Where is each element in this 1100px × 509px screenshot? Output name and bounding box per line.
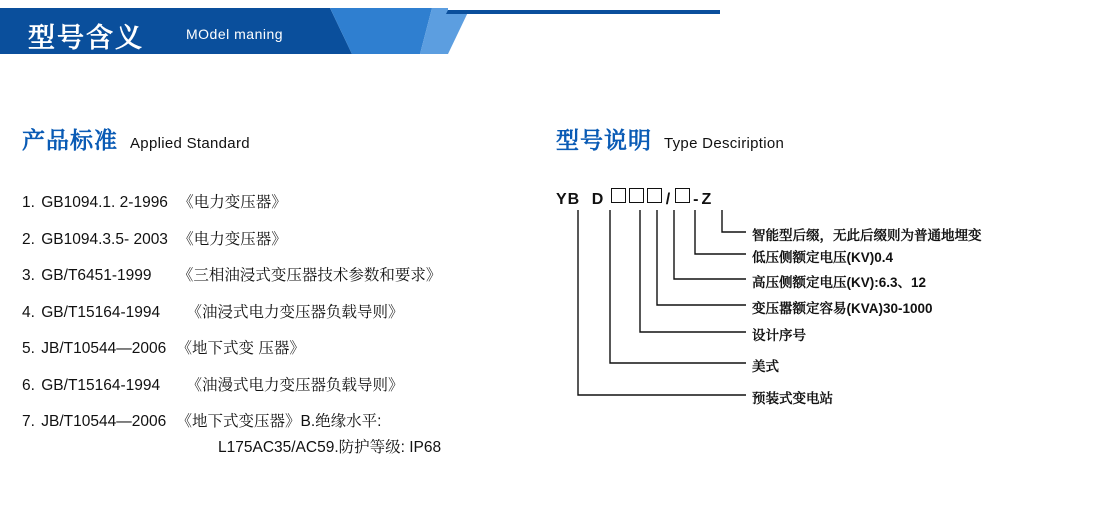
label-hv-rated-voltage: 高压侧额定电压(KV):6.3、12 xyxy=(752,275,927,290)
list-item-code: JB/T10544—2006 xyxy=(41,340,167,357)
list-item xyxy=(22,263,542,285)
list-item-code: GB1094.1. 2-1996 xyxy=(41,194,168,211)
standard-title-en: Applied Standard xyxy=(130,135,250,152)
list-item xyxy=(22,227,542,249)
page-banner xyxy=(0,8,720,54)
list-item-name: 《地下式变 压器》 xyxy=(176,340,305,357)
list-item-name: 《油漫式电力变压器负载导则》 xyxy=(186,376,404,394)
list-item-index: 5. xyxy=(22,340,35,357)
list-item xyxy=(22,409,542,431)
code-part-z: Z xyxy=(701,191,713,208)
label-design-serial: 设计序号 xyxy=(752,328,806,343)
section-heading-type xyxy=(556,122,784,155)
code-part-d: D xyxy=(591,191,605,208)
code-part-dash: - xyxy=(693,191,700,208)
banner-subtitle: MOdel maning xyxy=(186,26,284,42)
banner-title: 型号含义 xyxy=(28,23,144,53)
type-description-diagram xyxy=(556,188,1096,448)
list-item xyxy=(22,336,542,358)
list-item-name: 《三相油浸式变压器技术参数和要求》 xyxy=(177,267,442,284)
standard-list xyxy=(22,190,542,457)
list-item-code: GB/T15164-1994 xyxy=(41,303,161,321)
list-item-index: 1. xyxy=(22,194,35,211)
standard-title-cn: 产品标准 xyxy=(22,127,118,153)
list-item-name: 《地下式变压器》B.绝缘水平: xyxy=(176,413,382,430)
type-title-en: Type Desciription xyxy=(664,135,785,152)
list-item-index: 7. xyxy=(22,413,35,430)
label-lv-rated-voltage: 低压侧额定电压(KV)0.4 xyxy=(752,250,894,265)
list-item xyxy=(22,373,542,395)
list-item-continuation: L175AC35/AC59.防护等级: IP68 xyxy=(218,439,442,456)
list-item-index: 4. xyxy=(22,303,35,321)
list-item-name: 《电力变压器》 xyxy=(178,230,287,248)
list-item-index: 6. xyxy=(22,376,35,394)
list-item-name: 《油浸式电力变压器负载导则》 xyxy=(186,303,404,321)
list-item xyxy=(22,300,542,322)
code-part-slash: / xyxy=(665,191,672,208)
list-item-index: 3. xyxy=(22,267,35,284)
label-prefab-substation: 预装式变电站 xyxy=(752,391,833,406)
list-item-code: GB/T6451-1999 xyxy=(41,267,152,284)
list-item-code: GB1094.3.5- 2003 xyxy=(41,230,168,248)
code-part-yb: YB xyxy=(556,191,581,208)
label-smart-suffix: 智能型后缀，无此后缀则为普通地埋变 xyxy=(752,228,982,243)
list-item-index: 2. xyxy=(22,230,35,248)
type-title-cn: 型号说明 xyxy=(556,127,652,153)
label-rated-capacity: 变压嚣额定容易(KVA)30-1000 xyxy=(752,301,933,316)
list-item xyxy=(22,190,542,212)
list-item-code: GB/T15164-1994 xyxy=(41,376,161,394)
section-heading-standard xyxy=(22,122,250,155)
label-american-style: 美式 xyxy=(752,359,779,374)
list-item-name: 《电力变压器》 xyxy=(178,194,287,211)
list-item-code: JB/T10544—2006 xyxy=(41,413,167,430)
